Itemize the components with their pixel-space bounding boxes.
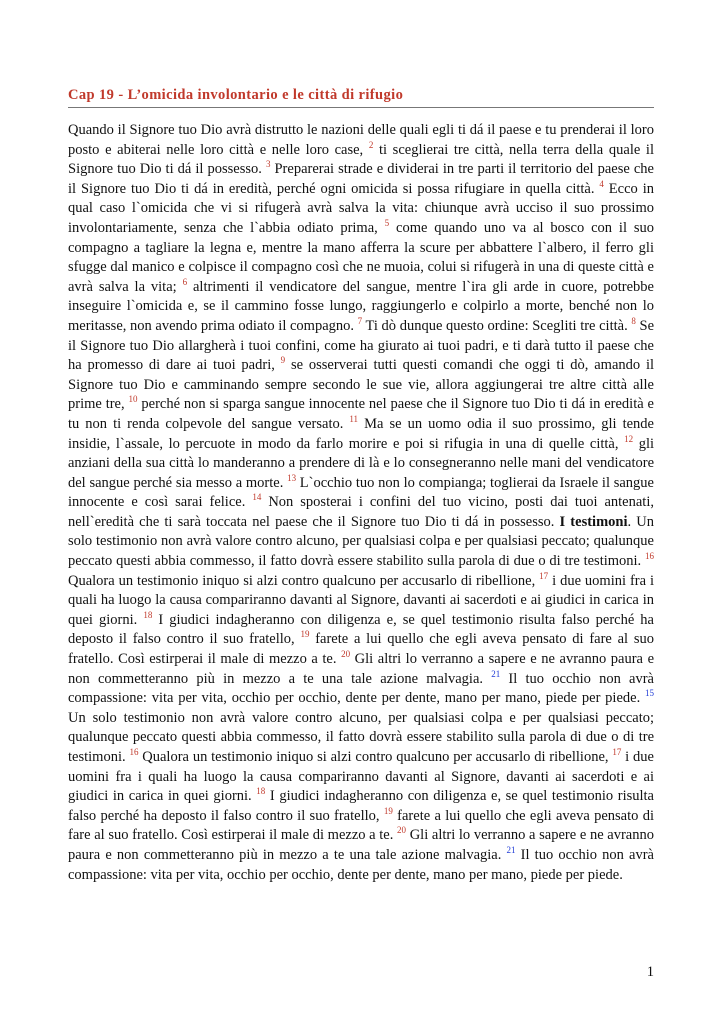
text-segment: se osserverai tutti questi comandi che oggi ti dò, amando il Signore tuo Dio e camminando sempre secondo le sue vie, allora aggiungerai tre altre città alle prime tre,	[68, 357, 655, 413]
text-segment: i due uomini fra i quali ha luogo la causa compariranno davanti al Signore, davanti ai sacerdoti e ai giudici in carica in quei giorni.	[68, 749, 654, 805]
text-segment: I giudici indagheranno con diligenza e, se quel testimonio risulta falso perché ha deposto il falso contro il suo fratello,	[68, 788, 654, 824]
verse-number: 16	[645, 551, 654, 562]
verse-number: 3	[265, 159, 271, 170]
verse-number: 16	[129, 747, 139, 757]
text-segment: perché non si sparga sangue innocente nel paese che il Signore tuo Dio ti dá in eredità e tu non ti renda colpevole del sangue versato.	[68, 396, 654, 432]
section-heading-inline: I testimoni	[559, 513, 628, 530]
verse-number: 8	[631, 315, 636, 326]
text-segment: Gli altri lo verranno a sapere e ne avranno paura e non commetteranno più in mezzo a te una tale azione malvagia.	[68, 651, 655, 687]
text-segment: i due uomini fra i quali ha luogo la causa compariranno davanti al Signore, davanti ai sacerdoti e ai giudici in carica in quei giorni.	[68, 572, 654, 628]
verse-number: 17	[539, 570, 549, 581]
text-segment: Se il Signore tuo Dio allargherà i tuoi confini, come ha giurato ai tuoi padri, e ti darà tutto il paese che ha promesso di dare ai tuoi padri,	[68, 317, 655, 374]
text-segment: Ecco in qual caso l`omicida che vi si rifugerà avrà salva la vita: chiunque avrà ucciso il suo prossimo involontariamente, senza che l`abbia odiato prima,	[68, 180, 654, 236]
verse-number: 4	[599, 178, 604, 189]
text-segment: I giudici indagheranno con diligenza e, se quel testimonio risulta falso perché ha deposto il falso contro il suo fratello,	[68, 611, 654, 648]
text-segment: Preparerai strade e dividerai in tre parti il territorio del paese che il Signore tuo Dio ti dá in eredità, perché ogni omicida si possa rifugiare in quella città.	[68, 161, 654, 197]
text-segment: Un solo testimonio non avrà valore contro alcuno, per qualsiasi colpa e per qualsiasi peccato; qualunque peccato questi abbia commesso, il fatto dovrà essere stabilito sulla parola di due o di tre testimoni.	[68, 709, 654, 765]
verse-number: 9	[280, 355, 286, 366]
verse-number: 18	[256, 786, 266, 797]
text-segment: altrimenti il vendicatore del sangue, mentre l`ira gli arde in cuore, potrebbe inseguire l`omicida e, se il cammino fosse lungo, raggiungerlo e colpirlo a morte, benché non lo meritasse, non avendo prima odiato il compagno.	[68, 278, 654, 334]
text-segment: Qualora un testimonio iniquo si alzi contro qualcuno per accusarlo di ribellione,	[68, 572, 540, 589]
verse-number: 21	[506, 844, 516, 855]
text-segment: farete a lui quello che egli aveva pensato di fare al suo fratello. Così estirperai il male di mezzo a te.	[68, 631, 654, 668]
verse-number: 5	[384, 217, 390, 228]
verse-number: 13	[287, 472, 297, 483]
text-segment: Il tuo occhio non avrà compassione: vita per vita, occhio per occhio, dente per dente, mano per mano, piede per piede.	[68, 670, 654, 707]
verse-number: 18	[143, 609, 153, 620]
text-segment: farete a lui quello che egli aveva pensato di fare al suo fratello. Così estirperai il male di mezzo a te.	[68, 807, 654, 844]
verse-number: 20	[397, 825, 407, 836]
verse-number: 17	[612, 747, 622, 757]
text-segment: Gli altri lo verranno a sapere e ne avranno paura e non commetteranno più in mezzo a te una tale azione malvagia.	[68, 827, 654, 863]
text-segment: Il tuo occhio non avrà compassione: vita per vita, occhio per occhio, dente per dente, mano per mano, piede per piede.	[68, 846, 654, 883]
text-segment: L`occhio tuo non lo compianga; toglierai da Israele il sangue innocente e così sarai felice.	[68, 474, 654, 511]
chapter-body	[68, 121, 654, 885]
verse-number: 21	[491, 668, 501, 679]
verse-number: 11	[349, 413, 359, 424]
text-segment: gli anziani della sua città lo manderanno a prendere di là e lo consegneranno nelle mani del vendicatore del sangue perché sia messo a morte.	[68, 435, 654, 491]
verse-number: 14	[252, 492, 262, 503]
page-number: 1	[646, 964, 654, 980]
verse-number: 15	[645, 688, 654, 699]
text-segment: ti sceglierai tre città, nella terra della quale il Signore tuo Dio ti dá il possesso.	[68, 141, 654, 178]
verse-number: 20	[341, 649, 351, 660]
verse-number: 10	[128, 394, 138, 405]
text-segment: Quando il Signore tuo Dio avrà distrutto le nazioni delle quali egli ti dá il paese e tu prenderai il loro posto e abiterai nelle loro città e nelle loro case,	[68, 122, 654, 158]
text-segment: Ti dò dunque questo ordine: Scegliti tre città.	[362, 317, 632, 334]
verse-number: 19	[300, 629, 310, 640]
verse-number: 12	[624, 433, 634, 444]
body-paragraph	[68, 121, 654, 885]
text-segment: Ma se un uomo odia il suo prossimo, gli tende insidie, l`assale, lo percuote in modo da farlo morire e poi si rifugia in una di quelle città,	[68, 415, 654, 452]
text-segment: come quando uno va al bosco con il suo compagno a tagliare la legna e, mentre la mano afferra la scure per abbattere l`albero, il ferro gli sfugge dal manico e colpisce il compagno così che ne muoia, colui si rifugerà in una di queste città e avrà salva la vita;	[68, 219, 655, 295]
verse-number: 6	[182, 276, 188, 287]
text-segment: . Un solo testimonio non avrà valore contro alcuno, per qualsiasi colpa e per qualsiasi peccato; qualunque peccato questi abbia commesso, il fatto dovrà essere stabilito sulla parola di due o di tre testimoni.	[68, 513, 654, 570]
text-segment: Non sposterai i confini del tuo vicino, posti dai tuoi antenati, nell`eredità che ti sarà toccata nel paese che il Signore tuo Dio ti dá in possesso.	[68, 494, 654, 530]
text-segment: Qualora un testimonio iniquo si alzi contro qualcuno per accusarlo di ribellione,	[138, 749, 613, 765]
verse-number: 7	[357, 315, 363, 326]
chapter-title: Cap 19 - L’omicida involontario e le città di rifugio	[68, 86, 654, 108]
verse-number: 2	[368, 139, 374, 150]
verse-number: 19	[383, 805, 393, 816]
